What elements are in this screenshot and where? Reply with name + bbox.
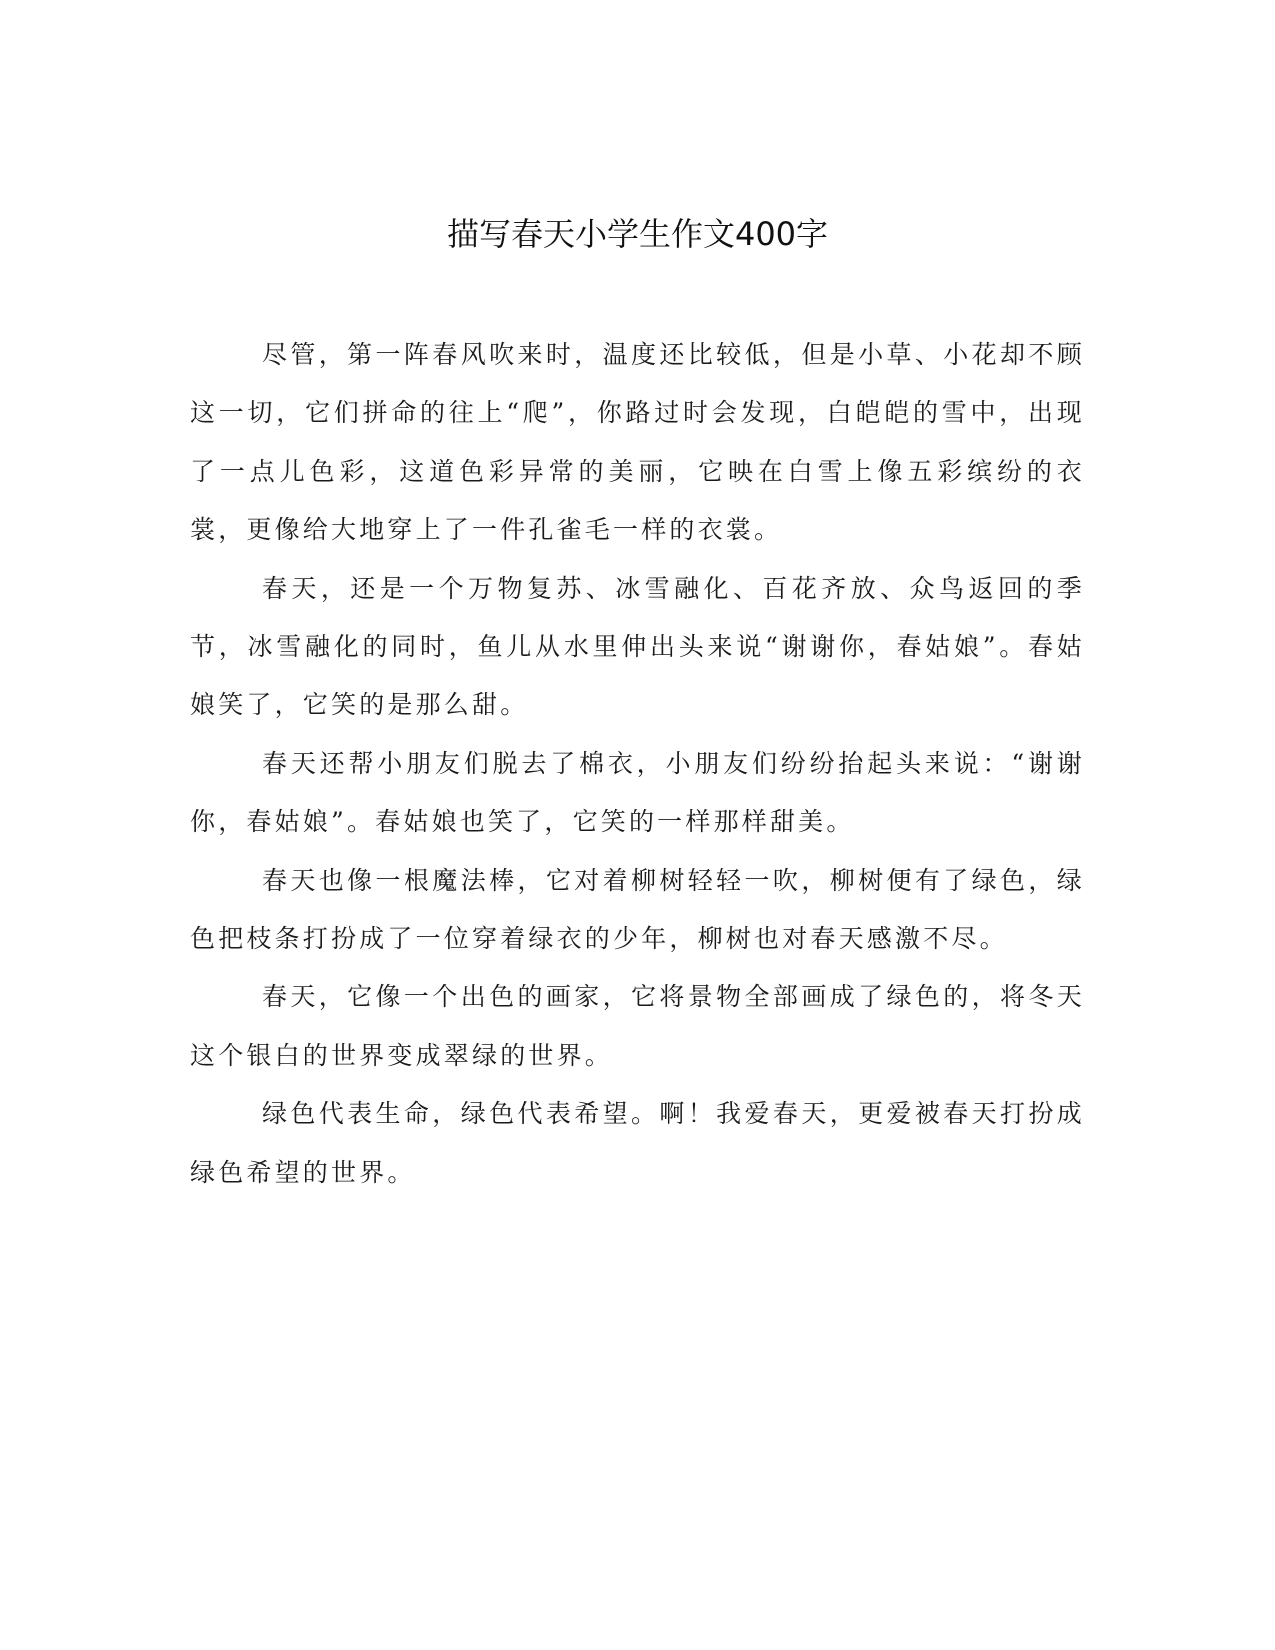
paragraph-6: 绿色代表生命，绿色代表希望。啊！我爱春天，更爱被春天打扮成绿色希望的世界。 — [190, 1099, 1085, 1187]
paragraph-3: 春天还帮小朋友们脱去了棉衣，小朋友们纷纷抬起头来说：“谢谢你，春姑娘”。春姑娘也笑了，它笑的一样那样甜美。 — [190, 748, 1085, 837]
paragraph-5: 春天，它像一个出色的画家，它将景物全部画成了绿色的，将冬天这个银白的世界变成翠绿的世界。 — [190, 982, 1085, 1070]
paragraph-1: 尽管，第一阵春风吹来时，温度还比较低，但是小草、小花却不顾这一切，它们拼命的往上“爬”，你路过时会发现，白皑皑的雪中，出现了一点儿色彩，这道色彩异常的美丽，它映在白雪上像五彩缤纷的衣裳，更像给大地穿上了一件孔雀毛一样的衣裳。 — [190, 340, 1085, 545]
document-title: 描写春天小学生作文400字 — [446, 215, 829, 253]
paragraph-2: 春天，还是一个万物复苏、冰雪融化、百花齐放、众鸟返回的季节，冰雪融化的同时，鱼儿从水里伸出头来说“谢谢你，春姑娘”。春姑娘笑了，它笑的是那么甜。 — [190, 573, 1085, 720]
paragraph-4: 春天也像一根魔法棒，它对着柳树轻轻一吹，柳树便有了绿色，绿色把枝条打扮成了一位穿着绿衣的少年，柳树也对春天感激不尽。 — [190, 865, 1085, 954]
essay-body — [190, 326, 1085, 1202]
